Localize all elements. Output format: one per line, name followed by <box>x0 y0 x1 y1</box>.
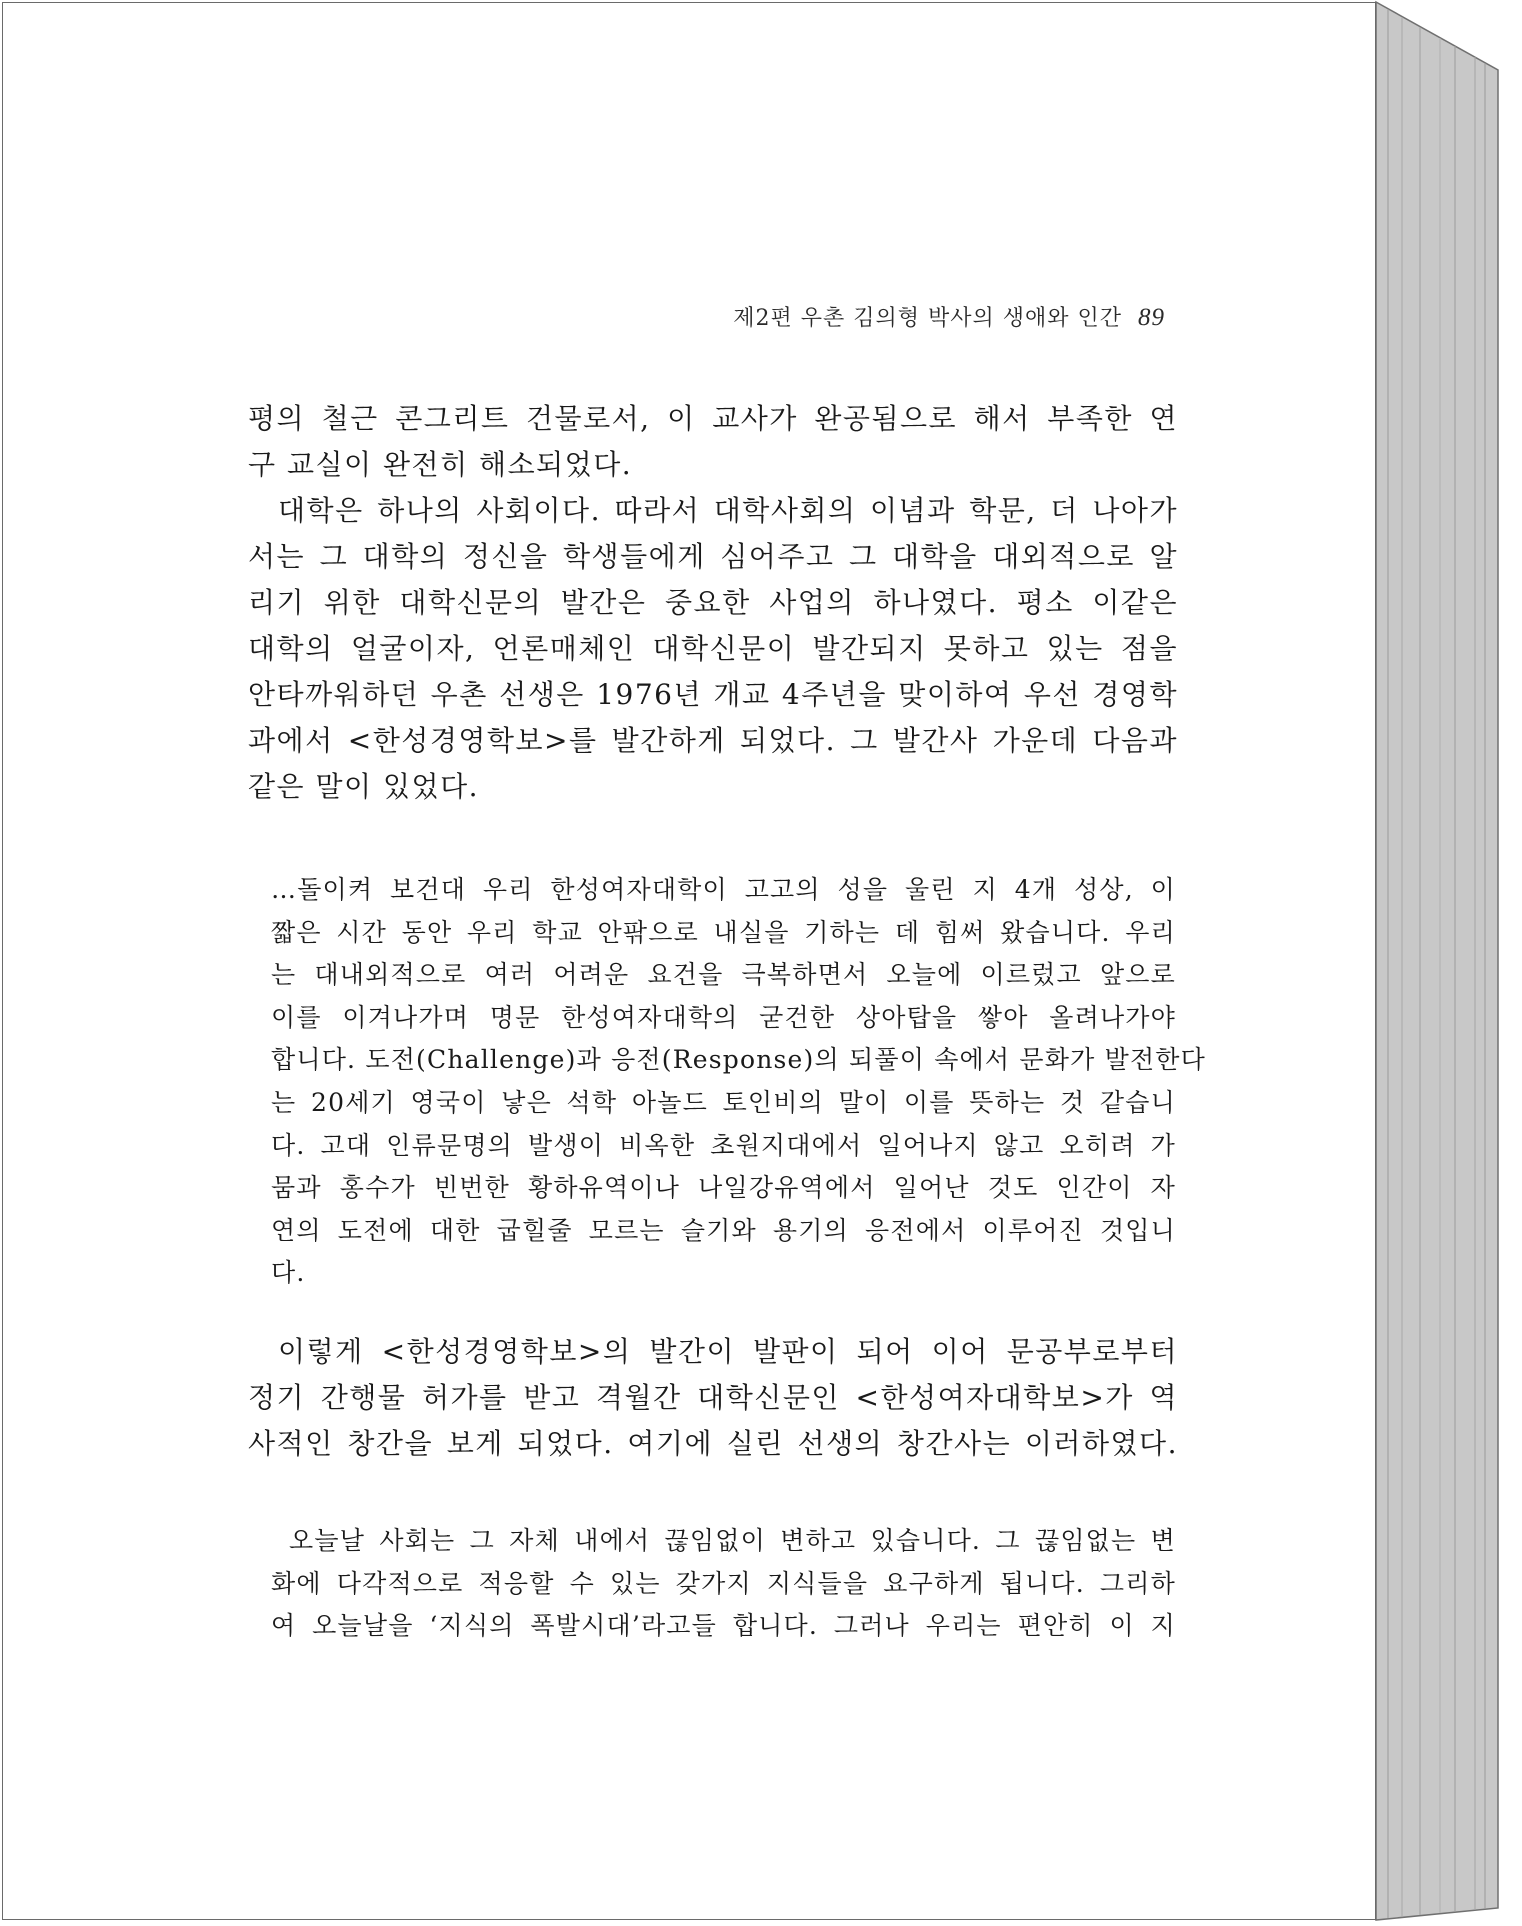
quote-line: 뭄과 홍수가 빈번한 황하유역이나 나일강유역에서 일어난 것도 인간이 자 <box>271 1173 1176 1203</box>
text-line: 평의 철근 콘그리트 건물로서, 이 교사가 완공됨으로 해서 부족한 연 <box>248 402 1178 435</box>
paragraph-2 <box>248 488 1178 810</box>
text-line: 사적인 창간을 보게 되었다. 여기에 실린 선생의 창간사는 이러하였다. <box>248 1427 1178 1460</box>
paragraph-3 <box>248 1329 1178 1467</box>
quote-line: 는 20세기 영국이 낳은 석학 아놀드 토인비의 말이 이를 뜻하는 것 같습니 <box>271 1087 1176 1117</box>
text-line: 리기 위한 대학신문의 발간은 중요한 사업의 하나였다. 평소 이같은 <box>248 586 1178 619</box>
book-page <box>2 2 1376 1920</box>
text-line: 안타까워하던 우촌 선생은 1976년 개교 4주년을 맞이하여 우선 경영학 <box>248 678 1178 711</box>
quote-line: 짧은 시간 동안 우리 학교 안팎으로 내실을 기하는 데 힘써 왔습니다. 우리 <box>271 917 1176 947</box>
quote-line: …돌이켜 보건대 우리 한성여자대학이 고고의 성을 울린 지 4개 성상, 이 <box>271 875 1176 904</box>
quote-line: 는 대내외적으로 여러 어려운 요건을 극복하면서 오늘에 이르렀고 앞으로 <box>271 960 1176 990</box>
text-line: 같은 말이 있었다. <box>248 770 480 803</box>
text-line: 과에서 <한성경영학보>를 발간하게 되었다. 그 발간사 가운데 다음과 <box>248 724 1178 757</box>
quote-line: 이를 이겨나가며 명문 한성여자대학의 굳건한 상아탑을 쌓아 올려나가야 <box>271 1002 1176 1032</box>
page-number: 89 <box>1138 304 1165 331</box>
quote-line: 합니다. 도전(Challenge)과 응전(Response)의 되풀이 속에서 문화가 발전한다 <box>271 1045 1206 1075</box>
block-quote-2 <box>271 1520 1176 1648</box>
block-quote-1 <box>271 869 1206 1295</box>
text-line: 구 교실이 완전히 해소되었다. <box>248 448 633 481</box>
paragraph-1 <box>248 396 1178 488</box>
text-line: 대학의 얼굴이자, 언론매체인 대학신문이 발간되지 못하고 있는 점을 <box>248 632 1178 665</box>
quote-line: 오늘날 사회는 그 자체 내에서 끊임없이 변하고 있습니다. 그 끊임없는 변 <box>289 1526 1176 1555</box>
quote-line: 연의 도전에 대한 굽힐줄 모르는 슬기와 용기의 응전에서 이루어진 것입니 <box>271 1215 1176 1245</box>
text-line: 정기 간행물 허가를 받고 격월간 대학신문인 <한성여자대학보>가 역 <box>248 1381 1178 1414</box>
quote-line: 여 오늘날을 ‘지식의 폭발시대’라고들 합니다. 그러나 우리는 편안히 이 지 <box>271 1611 1176 1641</box>
running-head-title: 제2편 우촌 김의형 박사의 생애와 인간 <box>733 306 1122 331</box>
text-line: 서는 그 대학의 정신을 학생들에게 심어주고 그 대학을 대외적으로 알 <box>248 540 1178 573</box>
text-line: 대학은 하나의 사회이다. 따라서 대학사회의 이념과 학문, 더 나아가 <box>278 494 1178 527</box>
quote-line: 다. <box>271 1258 306 1288</box>
running-head <box>733 301 1165 332</box>
quote-line: 화에 다각적으로 적응할 수 있는 갖가지 지식들을 요구하게 됩니다. 그리하 <box>271 1568 1176 1598</box>
text-line: 이렇게 <한성경영학보>의 발간이 발판이 되어 이어 문공부로부터 <box>278 1335 1178 1368</box>
quote-line: 다. 고대 인류문명의 발생이 비옥한 초원지대에서 일어나지 않고 오히려 가 <box>271 1130 1176 1160</box>
